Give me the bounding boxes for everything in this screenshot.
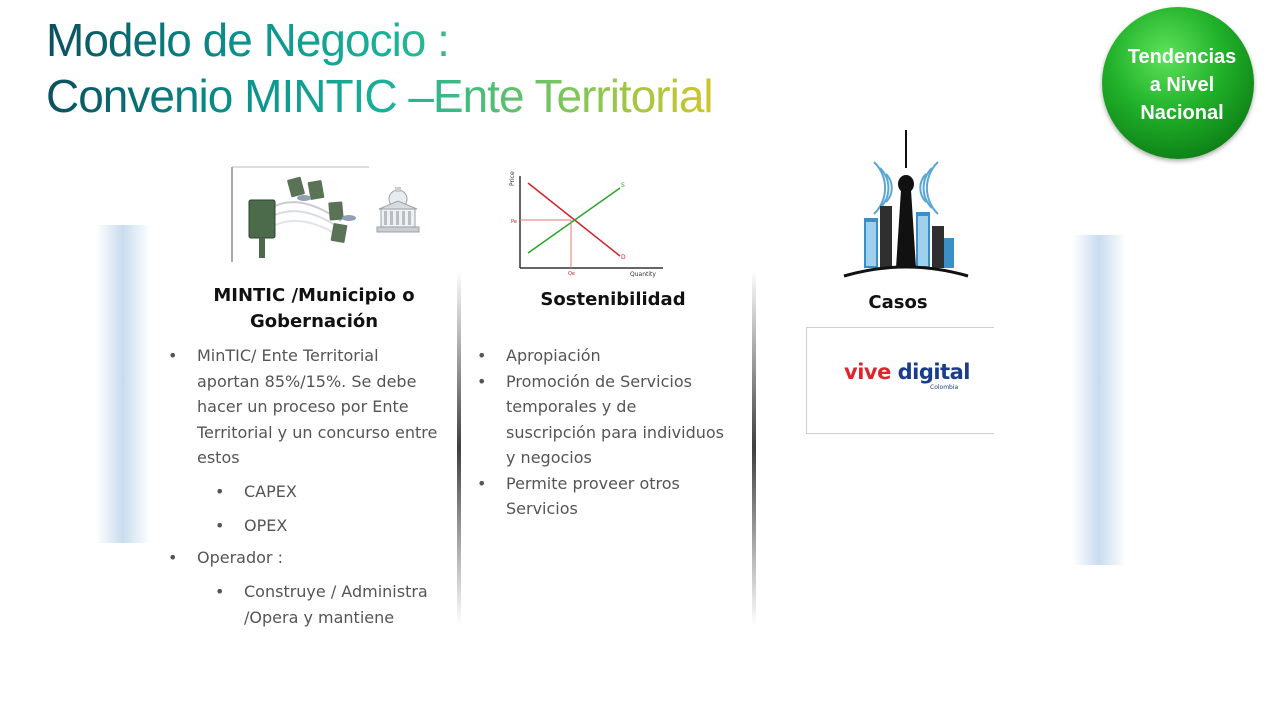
col1-list-b bbox=[168, 545, 438, 571]
list-item: • Apropiación bbox=[477, 343, 725, 369]
list-item: • MinTIC/ Ente Territorial aportan 85%/15%. Se debe hacer un proceso por Ente Territorial y un concurso entre estos bbox=[168, 343, 438, 471]
list-item: • Promoción de Servicios temporales y de suscripción para individuos y negocios bbox=[477, 369, 725, 471]
col1-sublist-b bbox=[215, 579, 453, 630]
list-item: • Operador : bbox=[168, 545, 438, 571]
y-axis-label: Price bbox=[509, 171, 516, 186]
right-decor-bar bbox=[1072, 235, 1126, 565]
list-item: • CAPEX bbox=[215, 479, 445, 505]
antenna-icon bbox=[249, 200, 275, 258]
demand-label: D bbox=[621, 254, 626, 261]
logo-word-vive: vive bbox=[844, 360, 891, 384]
trend-badge-label bbox=[1102, 43, 1262, 127]
vive-digital-logo bbox=[844, 360, 970, 384]
left-decor-bar bbox=[96, 225, 150, 543]
title-line-2: Convenio MINTIC –Ente Territorial bbox=[46, 70, 713, 122]
column-divider-1 bbox=[457, 270, 461, 625]
badge-line-3: Nacional bbox=[1140, 102, 1224, 124]
title-line-1: Modelo de Negocio : bbox=[46, 14, 449, 66]
badge-line-1: Tendencias bbox=[1127, 46, 1237, 68]
logo-word-digital: digital bbox=[897, 360, 971, 384]
network-illustration bbox=[231, 166, 371, 262]
col1-heading: MINTIC /Municipio o Gobernación bbox=[213, 285, 415, 332]
list-item: • OPEX bbox=[215, 513, 445, 539]
badge-line-2: a Nivel bbox=[1149, 74, 1215, 96]
col2-heading: Sostenibilidad bbox=[540, 289, 686, 310]
quantity-eq-label: Qe bbox=[568, 271, 576, 277]
col1-list bbox=[168, 343, 438, 471]
list-item: • Construye / Administra /Opera y mantiene bbox=[215, 579, 453, 630]
column-divider-2 bbox=[752, 270, 756, 625]
slide-title bbox=[46, 12, 713, 124]
price-eq-label: Pe bbox=[511, 219, 517, 225]
supply-label: S bbox=[621, 182, 625, 189]
col3-heading: Casos bbox=[868, 292, 928, 313]
col1-sublist-a bbox=[215, 479, 445, 538]
logo-subtitle: Colombia bbox=[930, 384, 959, 391]
city-tower-icon bbox=[840, 128, 972, 278]
list-item: • Permite proveer otros Servicios bbox=[477, 471, 725, 522]
x-axis-label: Quantity bbox=[630, 271, 656, 278]
col2-list bbox=[477, 343, 725, 522]
government-building-icon bbox=[373, 185, 423, 235]
supply-demand-graph bbox=[508, 168, 668, 278]
